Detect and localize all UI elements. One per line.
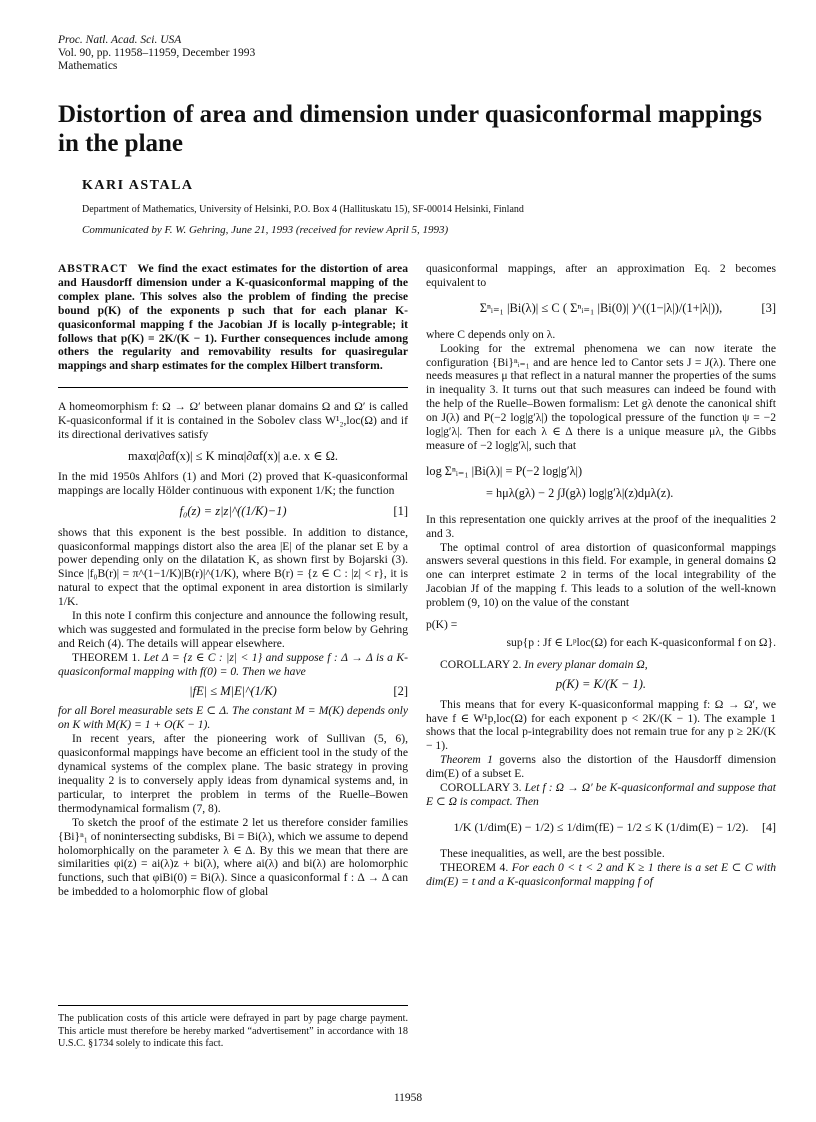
theorem-4 <box>426 861 776 889</box>
paragraph: quasiconformal mappings, after an approximation Eq. 2 becomes equivalent to <box>426 262 776 289</box>
paragraph: In this note I confirm this conjecture and announce the following result, which was suggested and formulated in the precise form below by Gehring and Reich (4). The details will appear elsewhere. <box>58 609 408 650</box>
equation-3: Σⁿᵢ₌₁ |Bi(λ)| ≤ C ( Σⁿᵢ₌₁ |Bi(0)| )^((1−|λ|)/(1+|λ|)), [3] <box>479 300 776 315</box>
paragraph: This means that for every K-quasiconformal mapping f: Ω → Ω′, we have f ∈ W¹p,loc(Ω) for each exponent p < 2K/(K − 1). The example 1 shows that the local p-integrability does not remain true for any p ≥ 2K/(K − 1). <box>426 697 776 753</box>
right-column <box>426 262 776 889</box>
journal-section: Mathematics <box>58 60 118 72</box>
equation-number: [2] <box>393 683 408 698</box>
paragraph: In this representation one quickly arrives at the proof of the inequalities 2 and 3. <box>426 512 776 540</box>
equation-log-2: = hμλ(gλ) − 2 ∫J(gλ) log|g′λ|(z)dμλ(z). <box>486 485 674 500</box>
paragraph: These inequalities, as well, are the best possible. <box>440 846 665 860</box>
paragraph: The optimal control of area distortion of quasiconformal mappings answers several questions in this field. For example, in general domains Ω one can interpret estimate 2 in terms of the local integrability of the Jacobian Jf of the mapping f. This leads to a solution of the well-known problem (9, 10) on the value of the constant <box>426 540 776 610</box>
corollary-2-label: COROLLARY 2. <box>440 657 522 671</box>
equation-4: 1/K (1/dim(E) − 1/2) ≤ 1/dim(fE) − 1/2 ≤ K (1/dim(E) − 1/2). [4] <box>453 819 776 834</box>
affiliation: Department of Mathematics, University of Helsinki, P.O. Box 4 (Hallituskatu 15), SF-00014 Helsinki, Finland <box>82 204 524 215</box>
corollary-3 <box>426 781 776 809</box>
equation-pk-lhs: p(K) = <box>426 618 458 632</box>
page-number: 11958 <box>393 1092 423 1104</box>
equation-corollary-2: p(K) = K/(K − 1). <box>555 676 647 691</box>
corollary-2-text: In every planar domain Ω, <box>524 657 648 671</box>
abstract-text: We find the exact estimates for the distortion of area and Hausdorff dimension under a K-quasiconformal mapping of the complex plane. This solves also the problem of finding the precise bound p(K) of the exponents p such that for each planar K-quasiconformal mapping f the Jacobian Jf is locally p-integrable; it follows that p(K) = 2K/(K − 1). Further consequences include among others the regularity and removability results for quasiregular mappings and sharp estimates for the complex Hilbert transform. <box>58 262 408 373</box>
equation-number: [1] <box>393 503 408 518</box>
theorem-1 <box>58 651 408 679</box>
abstract-label: ABSTRACT <box>58 262 128 275</box>
paragraph: In the mid 1950s Ahlfors (1) and Mori (2) proved that K-quasiconformal mappings are locally Hölder continuous with exponent 1/K; the function <box>58 469 408 497</box>
equation-1: f₀(z) = z|z|^((1/K)−1) [1] <box>179 503 408 518</box>
equation-number: [3] <box>761 300 776 315</box>
abstract-divider <box>58 387 408 388</box>
theorem-1-continuation: for all Borel measurable sets E ⊂ Δ. The constant M = M(K) depends only on K with M(K) = 1 + O(K − 1). <box>58 704 408 732</box>
theorem-4-text: For each 0 < t < 2 and K ≥ 1 there is a set E ⊂ C with dim(E) = t and a K-quasiconformal mapping f of <box>426 860 776 888</box>
equation-max: maxα|∂αf(x)| ≤ K minα|∂αf(x)| a.e. x ∈ Ω. <box>127 448 339 463</box>
corollary-2 <box>426 658 776 672</box>
paper-title: Distortion of area and dimension under quasiconformal mappings in the plane <box>58 101 763 157</box>
paragraph: where C depends only on λ. <box>426 327 556 341</box>
paragraph: A homeomorphism f: Ω → Ω′ between planar domains Ω and Ω′ is called K-quasiconformal if it is contained in the Sobolev class W¹₂,loc(Ω) and if its directional derivatives satisfy <box>58 400 408 442</box>
paragraph: Theorem 1 governs also the distortion of the Hausdorff dimension dim(E) of a subset E. <box>426 753 777 781</box>
paragraph: shows that this exponent is the best possible. In addition to distance, quasiconformal mappings distort also the area |E| of the planar set E by a power depending only on the dilatation K, as shown first by Bojarski (3). Since |f₀B(r)| = π^(1−1/K)|B(r)|^(1/K), where B(r) = {z ∈ C : |z| < r}, it is natural to expect that the optimal exponent in area distortion is similarly 1/K. <box>58 525 408 609</box>
journal-volume: Vol. 90, pp. 11958–11959, December 1993 <box>58 47 256 59</box>
journal-name: Proc. Natl. Acad. Sci. USA <box>58 34 182 46</box>
corollary-3-text: Let f : Ω → Ω′ be K-quasiconformal and suppose that E ⊂ Ω is compact. Then <box>426 781 776 808</box>
theorem-reference: Theorem 1 <box>440 753 493 767</box>
paragraph: In recent years, after the pioneering work of Sullivan (5, 6), quasiconformal mappings have become an efficient tool in the study of the dynamical systems of the complex plane. The basic strategy in proving inequality 2 is to conversely apply ideas from dynamical systems and, in particular, to interpret the problem in terms of the Ruelle–Bowen thermodynamical formalism (7, 8). <box>58 732 408 815</box>
footnote: The publication costs of this article were defrayed in part by page charge payment. This article must therefore be hereby marked “advertisement” in accordance with 18 U.S.C. §1734 solely to indicate this fact. <box>58 1013 408 1050</box>
journal-header <box>58 34 255 73</box>
equation-number: [4] <box>762 819 776 834</box>
left-column <box>58 262 408 899</box>
equation-2: |fE| ≤ M|E|^(1/K) [2] <box>189 683 408 698</box>
equation-log-1: log Σⁿᵢ₌₁ |Bi(λ)| = P(−2 log|g′λ|) <box>426 463 583 478</box>
corollary-3-label: COROLLARY 3. <box>440 781 522 795</box>
paragraph: To sketch the proof of the estimate 2 let us therefore consider families {Bi}ⁿ₁ of nonintersecting subdisks, Bi = Bi(λ), which we assume to depend holomorphically on the parameter λ ∈ Δ. By this we mean that there are similarities φi(z) = ai(λ)z + bi(λ), where ai(λ) and bi(λ) are holomorphic functions, such that φiBi(0) = Bi(λ). Since a quasiconformal f : Δ → Δ can be imbedded to a holomorphic flow of global <box>58 815 408 899</box>
paragraph: Looking for the extremal phenomena we can now iterate the configuration {Bi}ⁿᵢ₌₁ and are hence led to Cantor sets J = J(λ). There one needs measures μ that reflect in a natural manner the properties of the sums in inequality 3. It turns out that such measures can indeed be found with the help of the Ruelle–Bowen formalism: Let gλ denote the canonical shift on J(λ) and P(−2 log|g′λ|) the topological pressure of the function ψ = −2 log|g′λ|. Then for each λ ∈ Δ there is a unique measure μλ, the Gibbs measure of −2 log|g′λ|, such that <box>426 341 776 452</box>
theorem-4-label: THEOREM 4. <box>440 860 509 874</box>
author: KARI ASTALA <box>82 178 194 193</box>
abstract <box>58 262 408 373</box>
theorem-1-label: THEOREM 1. <box>72 650 141 664</box>
communicated-line: Communicated by F. W. Gehring, June 21, 1993 (received for review April 5, 1993) <box>82 224 449 236</box>
theorem-1-text: Let Δ = {z ∈ C : |z| < 1} and suppose f : Δ → Δ is a K-quasiconformal mapping with f(0) = 0. Then we have <box>58 650 408 678</box>
equation-pk-rhs: sup{p : Jf ∈ Lᵖloc(Ω) for each K-quasiconformal f on Ω}. <box>506 635 776 649</box>
footnote-divider <box>58 1005 408 1006</box>
